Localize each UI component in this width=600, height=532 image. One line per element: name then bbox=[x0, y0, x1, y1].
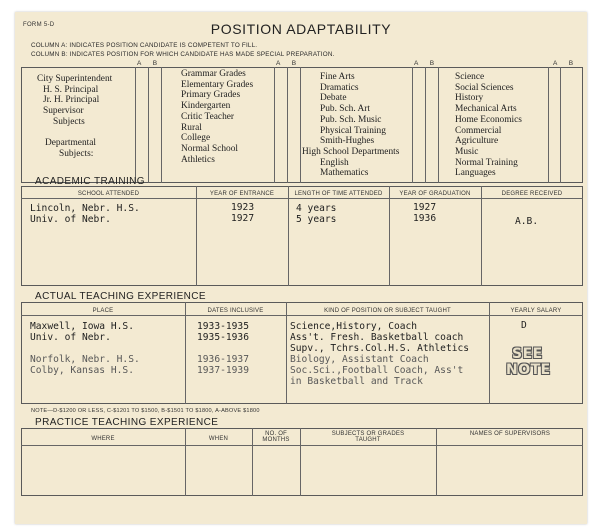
teaching-dates: 1937-1939 bbox=[197, 365, 249, 376]
teaching-place: Colby, Kansas H.S. bbox=[30, 365, 134, 376]
teaching-place: Maxwell, Iowa H.S. bbox=[30, 321, 134, 332]
form-title: POSITION ADAPTABILITY bbox=[210, 21, 392, 37]
teaching-position: Science,History, Coach bbox=[290, 321, 418, 332]
col-place: PLACE bbox=[92, 308, 114, 314]
teaching-place: Univ. of Nebr. bbox=[30, 332, 111, 343]
teaching-salary: D bbox=[521, 320, 527, 331]
academic-graduation: 1927 bbox=[413, 202, 437, 213]
col-dates-inclusive: DATES INCLUSIVE bbox=[207, 308, 264, 314]
ab-label: A B bbox=[276, 60, 302, 67]
col-year-of-graduation: YEAR OF GRADUATION bbox=[399, 191, 471, 197]
column-b-note: COLUMN B: INDICATES POSITION FOR WHICH CANDIDATE HAS MADE SPECIAL PREPARATION. bbox=[31, 51, 335, 58]
teaching-position: Ass't. Fresh. Basketball coach bbox=[290, 332, 464, 343]
academic-entrance: 1923 bbox=[231, 202, 255, 213]
col-kind-of-position: KIND OF POSITION OR SUBJECT TAUGHT bbox=[324, 308, 451, 314]
teaching-dates: 1935-1936 bbox=[197, 332, 249, 343]
teaching-position: Biology, Assistant Coach bbox=[290, 354, 429, 365]
col-school-attended: SCHOOL ATTENDED bbox=[77, 191, 140, 197]
practice-teaching-heading: PRACTICE TEACHING EXPERIENCE bbox=[35, 417, 219, 428]
col-no-of-months: NO. OF MONTHS bbox=[262, 431, 290, 443]
academic-entrance: 1927 bbox=[231, 213, 255, 224]
positions-column-2: Grammar Grades Elementary Grades Primary Grades Kindergarten Critic Teacher Rural College Normal School Athletics bbox=[181, 69, 254, 165]
col-yearly-salary: YEARLY SALARY bbox=[510, 308, 562, 314]
salary-note: NOTE—D-$1200 OR LESS, C-$1201 TO $1500, B-$1501 TO $1800, A-ABOVE $1800 bbox=[31, 408, 260, 414]
academic-training-heading: ACADEMIC TRAINING bbox=[35, 176, 145, 187]
teaching-dates: 1933-1935 bbox=[197, 321, 249, 332]
col-when: WHEN bbox=[208, 436, 229, 442]
col-where: WHERE bbox=[91, 436, 115, 442]
ab-label: A B bbox=[553, 60, 579, 67]
positions-column-4: Science Social Sciences History Mechanical Arts Home Economics Commercial Agriculture Music Normal Training Languages bbox=[455, 72, 522, 179]
academic-graduation: 1936 bbox=[413, 213, 437, 224]
see-note-stamp: SEE bbox=[512, 346, 543, 362]
teaching-dates: 1936-1937 bbox=[197, 354, 249, 365]
teaching-position: Soc.Sci.,Football Coach, Ass't bbox=[290, 365, 464, 376]
positions-column-1: City Superintendent H. S. Principal Jr. H. Principal Supervisor Subjects Departmental Subjects: bbox=[37, 74, 113, 159]
col-names-of-supervisors: NAMES OF SUPERVISORS bbox=[469, 431, 551, 437]
teaching-position: in Basketball and Track bbox=[290, 376, 423, 387]
form-card bbox=[15, 12, 587, 524]
col-degree-received: DEGREE RECEIVED bbox=[501, 191, 563, 197]
column-a-note: COLUMN A: INDICATES POSITION CANDIDATE IS COMPETENT TO FILL. bbox=[31, 42, 258, 49]
col-length-of-time: LENGTH OF TIME ATTENDED bbox=[294, 191, 383, 197]
form-number: FORM 5-D bbox=[23, 22, 55, 28]
academic-school: Univ. of Nebr. bbox=[30, 214, 111, 225]
academic-length: 5 years bbox=[296, 214, 337, 225]
col-year-of-entrance: YEAR OF ENTRANCE bbox=[209, 191, 275, 197]
ab-label: A B bbox=[137, 60, 163, 67]
academic-school: Lincoln, Nebr. H.S. bbox=[30, 203, 140, 214]
teaching-position: Supv., Tchrs.Col.H.S. Athletics bbox=[290, 343, 470, 354]
academic-length: 4 years bbox=[296, 203, 337, 214]
ab-label: A B bbox=[414, 60, 440, 67]
see-note-stamp: NOTE bbox=[506, 362, 551, 378]
teaching-place: Norfolk, Nebr. H.S. bbox=[30, 354, 140, 365]
academic-training-table bbox=[21, 186, 583, 286]
academic-degree: A.B. bbox=[515, 216, 539, 227]
teaching-experience-heading: ACTUAL TEACHING EXPERIENCE bbox=[35, 291, 206, 302]
col-subjects-taught: SUBJECTS OR GRADES TAUGHT bbox=[331, 431, 405, 443]
positions-column-3: Fine Arts Dramatics Debate Pub. Sch. Art Pub. Sch. Music Physical Training Smith-Hughes High School Departments English Mathematics bbox=[302, 72, 400, 179]
